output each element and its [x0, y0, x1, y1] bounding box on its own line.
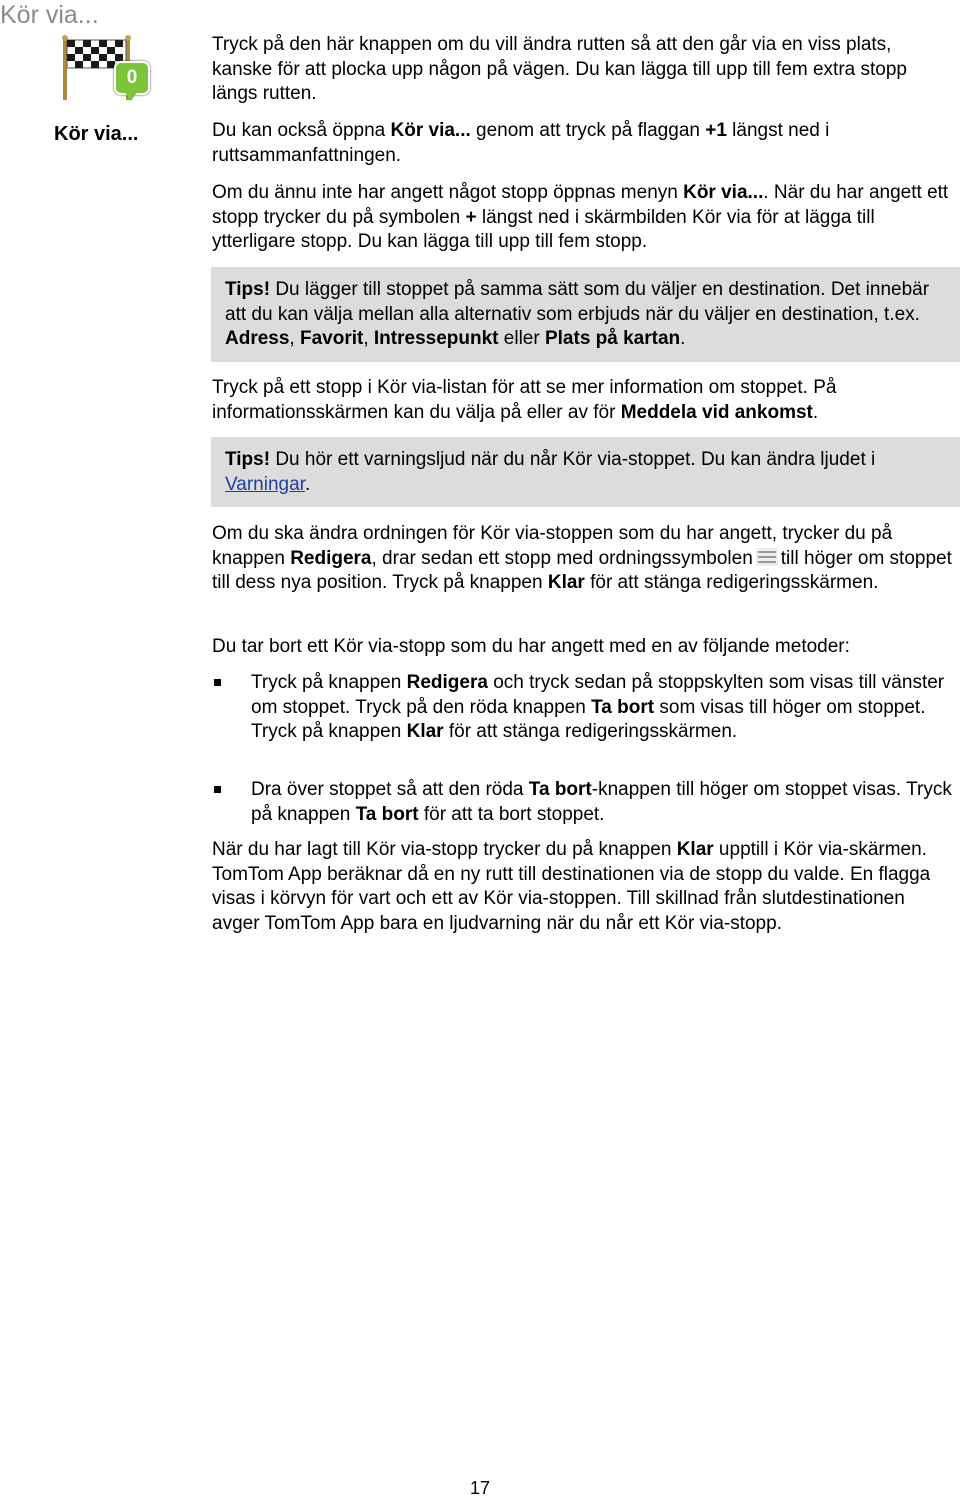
badge-count: 0: [126, 67, 138, 88]
info-paragraph: Tryck på ett stopp i Kör via-listan för att se mer information om stoppet. På informationsskärmen kan du välja på eller av för Meddela vid ankomst.: [212, 377, 837, 423]
bullet-item-swipe: Dra över stoppet så att den röda Ta bort-knappen till höger om stoppet visas. Tryck på knappen Ta bort för att ta bort stoppet.: [251, 779, 952, 825]
intro-paragraph: Tryck på den här knappen om du vill ändra rutten så att den går via en viss plats, kanske för att plocka upp någon på vägen. Du kan lägga till upp till fem extra stopp längs rutten.: [212, 34, 907, 105]
no-stop-paragraph: Om du ännu inte har angett något stopp öppnas menyn Kör via.... När du har angett ett stopp trycker du på symbolen + längst ned i skärmbilden Kör via för at lägga till ytterligare stopp. Du kan lägga till upp till fem stopp.: [212, 182, 949, 253]
page-heading: Kör via...: [0, 1, 99, 29]
bullet-marker: [214, 786, 221, 793]
badge-pointer: [124, 91, 138, 101]
page-number: 17: [469, 1478, 491, 1498]
tip-box-sound: Tips! Du hör ett varningsljud när du når Kör via-stoppet. Du kan ändra ljudet i Varningar.: [211, 437, 960, 507]
remove-intro-paragraph: Du tar bort ett Kör via-stopp som du har angett med en av följande metoder:: [212, 636, 850, 657]
reorder-handle-icon: [756, 548, 778, 566]
checkered-flag-icon: [62, 34, 152, 106]
bullet-item-edit: Tryck på knappen Redigera och tryck sedan på stoppskylten som visas till vänster om stoppet. Tryck på den röda knappen Ta bort som visas till höger om stoppet. Tryck på knappen Klar för att stänga redigeringsskärmen.: [251, 672, 945, 743]
open-paragraph: Du kan också öppna Kör via... genom att tryck på flaggan +1 längst ned i ruttsammanfattningen.: [212, 120, 830, 166]
reorder-paragraph: Om du ska ändra ordningen för Kör via-stoppen som du har angett, trycker du på knappen Redigera, drar sedan ett stopp med ordningssymbolen till höger om stoppet till dess nya position. Tryck på knappen Klar för att stänga redigeringsskärmen.: [212, 523, 952, 594]
sidebar-label: Kör via...: [54, 123, 139, 145]
done-paragraph: När du har lagt till Kör via-stopp trycker du på knappen Klar upptill i Kör via-skärmen. TomTom App beräknar då en ny rutt till destinationen via de stopp du valde. En flagga visas i körvyn för vart och ett av Kör via-stoppen. Till skillnad från slutdestinationen avger TomTom App bara en ljudvarning när du når ett Kör via-stopp.: [212, 839, 931, 934]
badge-icon: [114, 61, 150, 95]
bullet-marker: [214, 679, 221, 686]
varningar-link[interactable]: Varningar: [225, 473, 305, 495]
tip-box-destination: Tips! Du lägger till stoppet på samma sätt som du väljer en destination. Det innebär att du kan välja mellan alla alternativ som erbjuds när du väljer en destination, t.ex. Adress, Favorit, Intressepunkt eller Plats på kartan.: [211, 267, 960, 362]
